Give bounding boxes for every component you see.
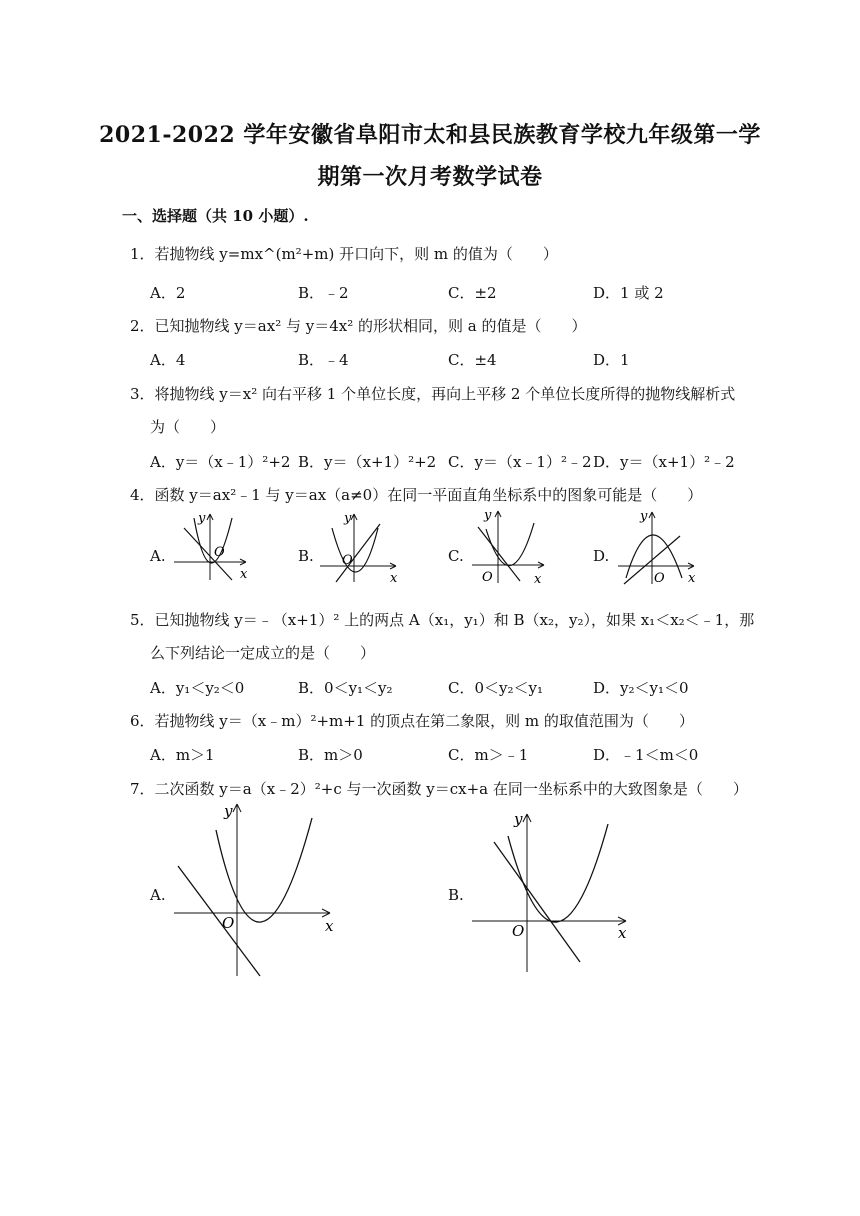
question-6: 6．若抛物线 y＝（x﹣m）²+m+1 的顶点在第二象限，则 m 的取值范围为（ ） (130, 712, 694, 730)
q3-option-b: B．y＝（x+1）²+2 (298, 453, 437, 471)
q4-graph-b (316, 508, 400, 584)
question-5-line2: 么下列结论一定成立的是（ ） (150, 644, 376, 662)
q7a-x-label: x (325, 917, 334, 935)
q4-graph-c (468, 505, 548, 585)
q5-option-a: A．y₁＜y₂＜0 (150, 679, 245, 697)
q7-graph-a (170, 800, 340, 982)
q4-option-a: A. (150, 547, 166, 565)
q4-option-b: B. (298, 547, 314, 565)
q5-option-c: C．0＜y₂＜y₁ (448, 679, 543, 697)
q7a-y-label: y (224, 802, 233, 820)
q5-option-d: D．y₂＜y₁＜0 (593, 679, 689, 697)
q1-option-c: C．±2 (448, 284, 497, 302)
q3-option-a: A．y＝（x﹣1）²+2 (150, 453, 291, 471)
question-3-line2: 为（ ） (150, 418, 226, 436)
section-heading: 一、选择题（共 10 小题）. (122, 207, 309, 225)
q5-option-b: B．0＜y₁＜y₂ (298, 679, 393, 697)
question-5-line1: 5．已知抛物线 y＝﹣（x+1）² 上的两点 A（x₁，y₁）和 B（x₂，y₂），如果 x₁＜x₂＜﹣1，那 (130, 611, 755, 629)
q7-option-b: B. (448, 886, 464, 904)
q1-option-d: D．1 或 2 (593, 284, 664, 302)
q7b-y-label: y (514, 810, 523, 828)
q4c-origin-label: O (482, 570, 493, 585)
q6-option-a: A．m＞1 (150, 746, 215, 764)
q2-option-d: D．1 (593, 351, 630, 369)
question-4: 4．函数 y＝ax²﹣1 与 y＝ax（a≠0）在同一平面直角坐标系中的图象可能是（ ） (130, 486, 703, 504)
q4-option-c: C. (448, 547, 464, 565)
q4-graph-a (170, 508, 250, 584)
q4c-y-label: y (484, 508, 492, 523)
q4b-y-label: y (344, 511, 352, 526)
q6-option-d: D．﹣1＜m＜0 (593, 746, 699, 764)
q4d-origin-label: O (654, 571, 665, 586)
q4a-origin-label: O (214, 545, 225, 560)
q6-option-b: B．m＞0 (298, 746, 363, 764)
question-2: 2．已知抛物线 y＝ax² 与 y＝4x² 的形状相同，则 a 的值是（ ） (130, 317, 587, 335)
q4b-origin-label: O (342, 553, 353, 568)
q4b-x-label: x (390, 571, 398, 584)
q7-graph-b (468, 808, 632, 974)
q1-option-b: B．﹣2 (298, 284, 349, 302)
q1-option-a: A．2 (150, 284, 186, 302)
q7a-origin-label: O (222, 914, 235, 932)
q3-option-c: C．y＝（x﹣1）²﹣2 (448, 453, 592, 471)
question-3-line1: 3．将抛物线 y＝x² 向右平移 1 个单位长度，再向上平移 2 个单位长度所得的抛物线解析式 (130, 385, 736, 403)
q4-graph-d (614, 506, 698, 586)
question-7: 7．二次函数 y＝a（x﹣2）²+c 与一次函数 y＝cx+a 在同一坐标系中的大致图象是（ ） (130, 780, 748, 798)
q6-option-c: C．m＞﹣1 (448, 746, 529, 764)
q4-option-d: D. (593, 547, 610, 565)
page-title-line2: 期第一次月考数学试卷 (317, 164, 543, 190)
q4d-y-label: y (640, 509, 648, 524)
q3-option-d: D．y＝（x+1）²﹣2 (593, 453, 735, 471)
q4a-y-label: y (198, 511, 206, 526)
q4d-x-label: x (688, 571, 696, 586)
q2-option-b: B．﹣4 (298, 351, 349, 369)
page-title-line1: 2021-2022 学年安徽省阜阳市太和县民族教育学校九年级第一学 (99, 122, 761, 148)
q2-option-a: A．4 (150, 351, 186, 369)
q7b-x-label: x (618, 924, 627, 942)
q4a-x-label: x (240, 567, 248, 582)
q7b-origin-label: O (512, 922, 525, 940)
q2-option-c: C．±4 (448, 351, 497, 369)
question-1: 1．若抛物线 y=mx^(m²+m) 开口向下，则 m 的值为（ ） (130, 245, 558, 263)
q4c-x-label: x (534, 572, 542, 585)
q7-option-a: A. (150, 886, 166, 904)
